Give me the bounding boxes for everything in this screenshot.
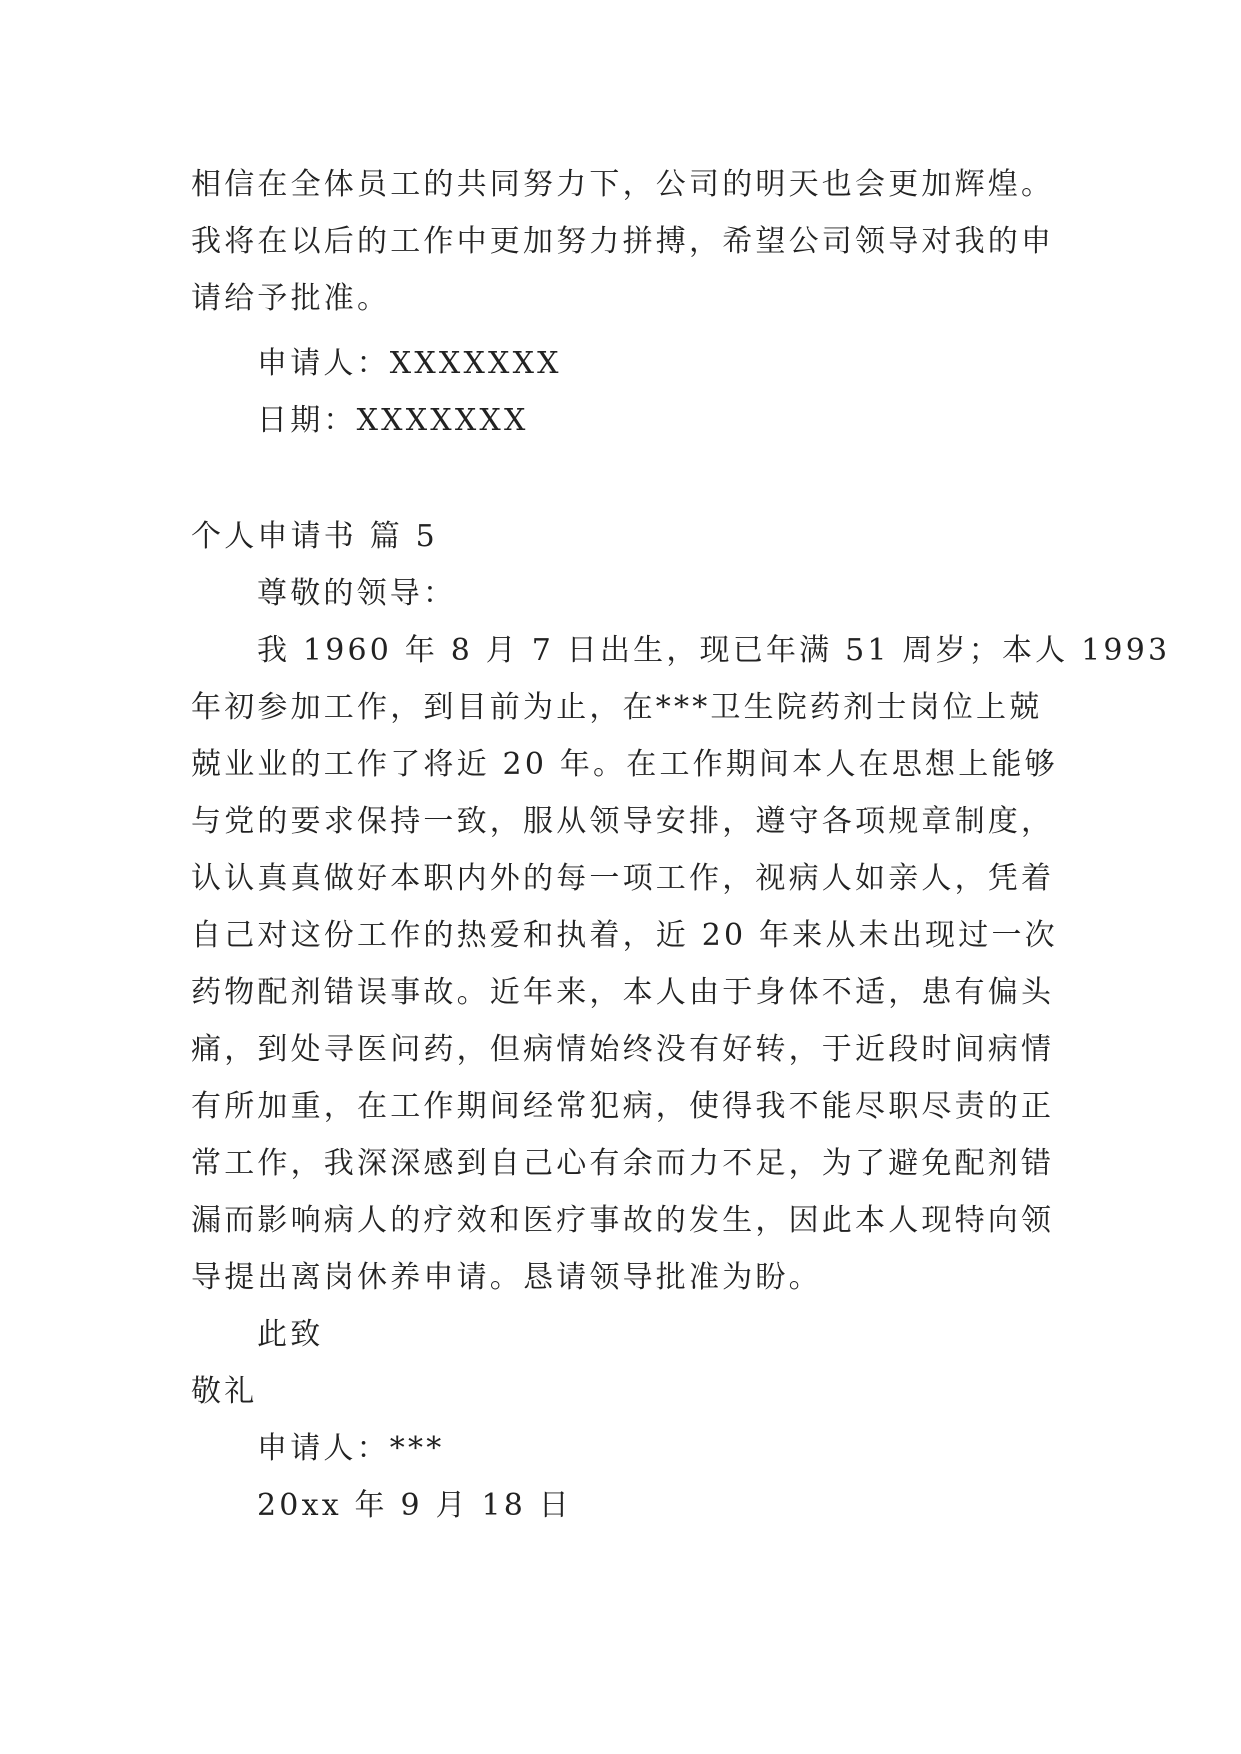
body-line-4: 与党的要求保持一致，服从领导安排，遵守各项规章制度， [191,804,1055,839]
prev-applicant: 申请人：XXXXXXX [257,346,562,381]
body-line-9: 有所加重，在工作期间经常犯病，使得我不能尽职尽责的正 [191,1089,1055,1124]
applicant-signature: 申请人：*** [257,1431,445,1466]
body-line-1: 我 1960 年 8 月 7 日出生，现已年满 51 周岁；本人 1993 [257,633,1171,668]
closing-salute: 敬礼 [191,1374,258,1409]
body-line-2: 年初参加工作，到目前为止，在***卫生院药剂士岗位上兢 [191,690,1043,725]
body-line-5: 认认真真做好本职内外的每一项工作，视病人如亲人，凭着 [191,861,1055,896]
prev-body-line-2: 我将在以后的工作中更加努力拼搏，希望公司领导对我的申 [191,224,1055,259]
prev-body-line-3: 请给予批准。 [191,281,391,316]
closing-greeting: 此致 [257,1317,324,1352]
salutation: 尊敬的领导： [257,576,457,611]
body-line-8: 痛，到处寻医问药，但病情始终没有好转，于近段时间病情 [191,1032,1055,1067]
body-line-6: 自己对这份工作的热爱和执着，近 20 年来从未出现过一次 [191,918,1058,953]
prev-body-line-1: 相信在全体员工的共同努力下，公司的明天也会更加辉煌。 [191,167,1055,202]
body-line-10: 常工作，我深深感到自己心有余而力不足，为了避免配剂错 [191,1146,1055,1181]
body-line-3: 兢业业的工作了将近 20 年。在工作期间本人在思想上能够 [191,747,1058,782]
prev-date: 日期：XXXXXXX [257,403,529,438]
section-heading: 个人申请书 篇 5 [191,519,438,554]
body-line-12: 导提出离岗休养申请。恳请领导批准为盼。 [191,1260,822,1295]
body-line-11: 漏而影响病人的疗效和医疗事故的发生，因此本人现特向领 [191,1203,1055,1238]
body-line-7: 药物配剂错误事故。近年来，本人由于身体不适，患有偏头 [191,975,1055,1010]
signature-date: 20xx 年 9 月 18 日 [257,1488,572,1523]
